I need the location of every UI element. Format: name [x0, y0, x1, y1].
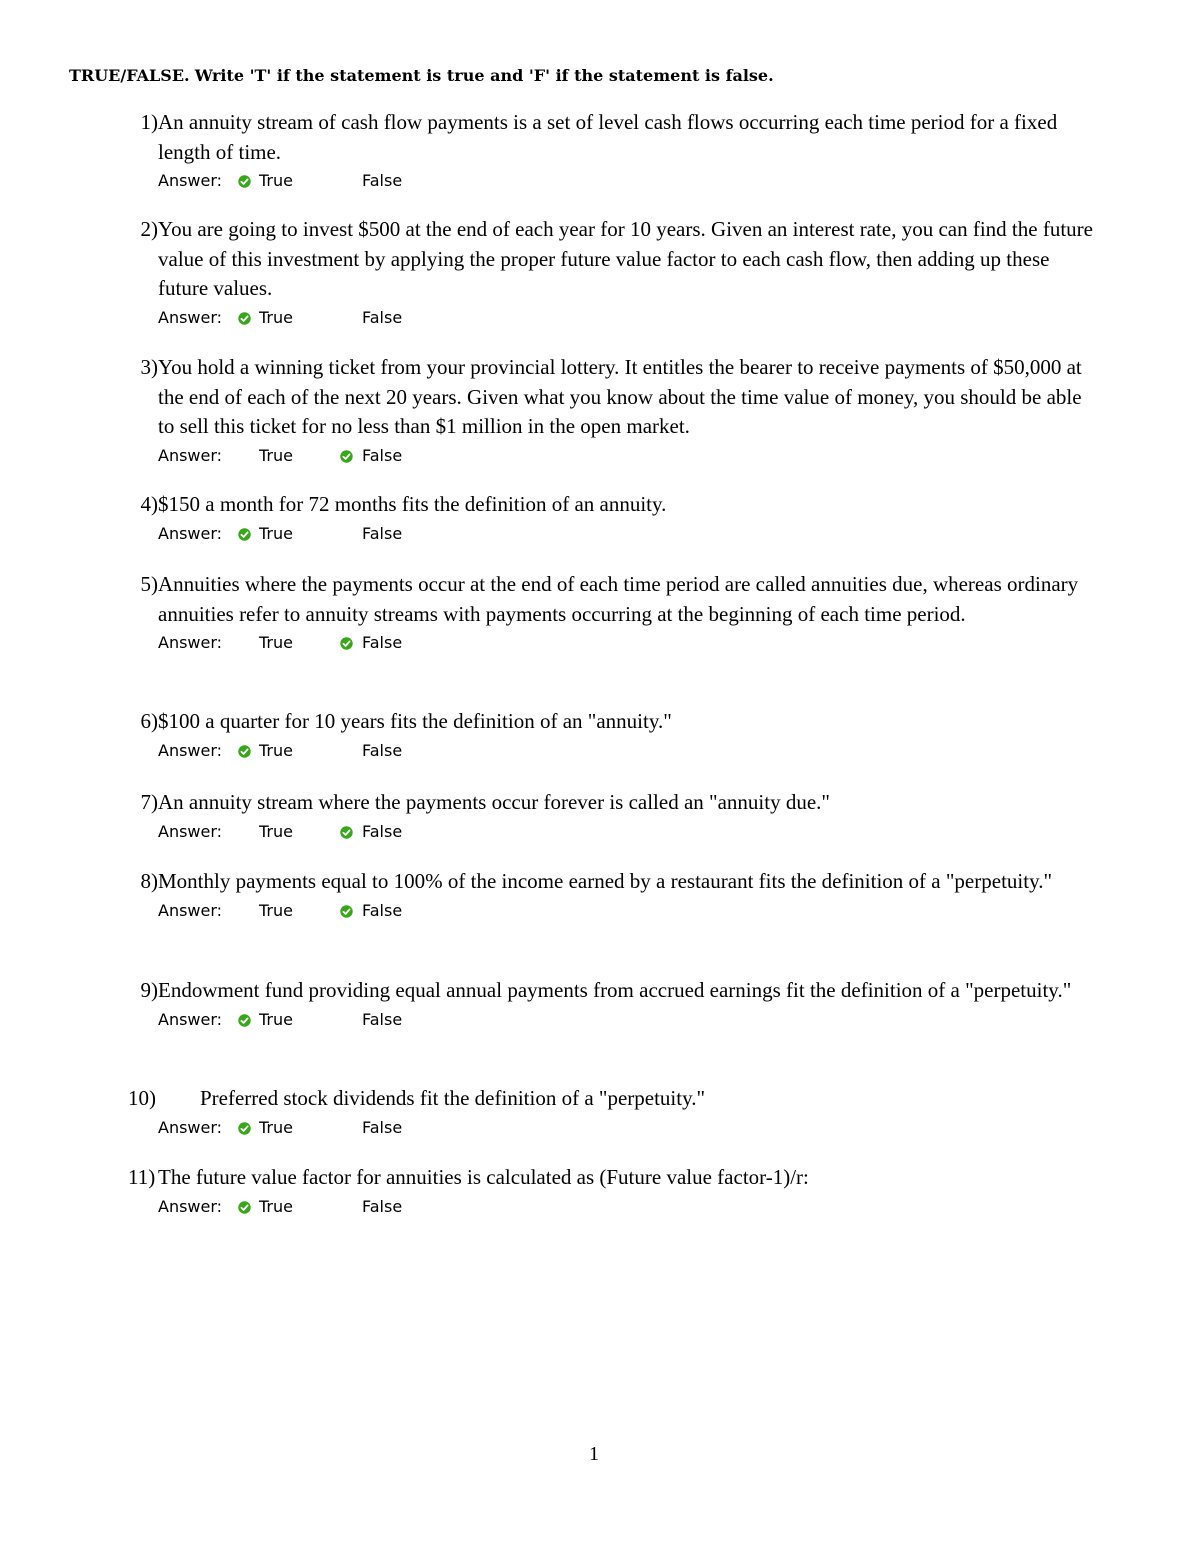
question-row — [0, 707, 1200, 737]
option-false[interactable]: False — [362, 900, 403, 920]
option-true[interactable]: True — [259, 171, 293, 190]
option-true[interactable]: True — [259, 1117, 293, 1137]
option-true[interactable]: True — [259, 821, 293, 841]
correct-answer-check-icon — [340, 637, 353, 650]
answer-label: Answer: — [158, 445, 223, 465]
answer-row — [0, 1010, 1200, 1034]
correct-answer-check-icon — [238, 528, 251, 541]
question-text: $100 a quarter for 10 years fits the definition of an "annuity." — [158, 709, 672, 733]
question-text: Monthly payments equal to 100% of the income earned by a restaurant fits the definition of a "perpetuity." — [158, 869, 1053, 893]
correct-answer-check-icon — [238, 1014, 251, 1027]
option-true[interactable]: True — [259, 900, 293, 920]
option-false[interactable]: False — [362, 1196, 403, 1216]
option-true[interactable]: True — [259, 1009, 293, 1029]
question-text: Endowment fund providing equal annual payments from accrued earnings fit the definition of a "perpetuity." — [158, 978, 1072, 1002]
answer-row — [0, 446, 1200, 470]
question-number: 8) — [140, 869, 158, 893]
correct-answer-check-icon — [238, 312, 251, 325]
question-row — [0, 570, 1200, 629]
question-number: 9) — [140, 978, 158, 1002]
answer-label: Answer: — [158, 1196, 223, 1216]
question-text: Preferred stock dividends fit the definition of a "perpetuity." — [200, 1086, 706, 1110]
answer-row — [0, 822, 1200, 846]
answer-row — [0, 524, 1200, 548]
question-number: 6) — [140, 709, 158, 733]
answer-row — [0, 1118, 1200, 1142]
answer-label: Answer: — [158, 740, 223, 760]
option-true[interactable]: True — [259, 307, 293, 327]
correct-answer-check-icon — [238, 745, 251, 758]
question-number: 1) — [140, 110, 158, 134]
question-text: You hold a winning ticket from your provincial lottery. It entitles the bearer to receive payments of $50,000 at the end of each of the next 20 years. Given what you know about the time value of money, you should be able to sell this ticket for no less than $1 million in the open market. — [158, 355, 1082, 438]
option-false[interactable]: False — [362, 1117, 403, 1137]
answer-row — [0, 171, 1200, 195]
option-true[interactable]: True — [259, 1196, 293, 1216]
question-number: 10) — [128, 1086, 156, 1110]
question-number: 3) — [140, 355, 158, 379]
option-false[interactable]: False — [362, 1009, 403, 1029]
question-row — [0, 1084, 1200, 1114]
question-row — [0, 353, 1200, 442]
question-number: 7) — [140, 790, 158, 814]
option-false[interactable]: False — [362, 821, 403, 841]
question-text: The future value factor for annuities is calculated as (Future value factor-1)/r: — [158, 1165, 809, 1189]
answer-row — [0, 901, 1200, 925]
option-true[interactable]: True — [259, 633, 293, 652]
question-item — [0, 1163, 1200, 1221]
question-number: 2) — [140, 217, 158, 241]
answer-label: Answer: — [158, 1117, 223, 1137]
question-item — [0, 976, 1200, 1034]
option-false[interactable]: False — [362, 740, 403, 760]
answer-label: Answer: — [158, 523, 223, 543]
question-item — [0, 490, 1200, 548]
option-true[interactable]: True — [259, 523, 293, 543]
correct-answer-check-icon — [340, 905, 353, 918]
option-false[interactable]: False — [362, 171, 403, 190]
answer-row — [0, 741, 1200, 765]
question-item — [0, 867, 1200, 925]
option-false[interactable]: False — [362, 307, 403, 327]
option-false[interactable]: False — [362, 523, 403, 543]
question-row — [0, 976, 1200, 1006]
answer-label: Answer: — [158, 900, 223, 920]
answer-label: Answer: — [158, 633, 223, 652]
question-row — [0, 788, 1200, 818]
page-number: 1 — [589, 1443, 599, 1465]
question-item — [0, 353, 1200, 470]
question-item — [0, 215, 1200, 332]
question-row — [0, 1163, 1200, 1193]
correct-answer-check-icon — [238, 1122, 251, 1135]
answer-row — [0, 633, 1200, 657]
question-row — [0, 867, 1200, 897]
question-row — [0, 108, 1200, 167]
answer-label: Answer: — [158, 1009, 223, 1029]
question-text: An annuity stream where the payments occur forever is called an "annuity due." — [158, 790, 830, 814]
question-number: 5) — [140, 572, 158, 596]
question-number: 11) — [128, 1165, 156, 1189]
question-item — [0, 1084, 1200, 1142]
section-instructions: Write 'T' if the statement is true and 'F' if the statement is false. — [194, 66, 774, 85]
question-item — [0, 570, 1200, 657]
answer-row — [0, 1197, 1200, 1221]
correct-answer-check-icon — [238, 175, 251, 188]
correct-answer-check-icon — [238, 1201, 251, 1214]
question-text: Annuities where the payments occur at the end of each time period are called annuities due, whereas ordinary annuities refer to annuity streams with payments occurring at the beginning of each time period. — [158, 572, 1079, 626]
answer-row — [0, 308, 1200, 332]
question-row — [0, 215, 1200, 304]
option-true[interactable]: True — [259, 445, 293, 465]
question-text: You are going to invest $500 at the end of each year for 10 years. Given an interest rate, you can find the future value of this investment by applying the proper future value factor to each cash flow, then adding up these future values. — [158, 217, 1093, 300]
question-number: 4) — [140, 492, 158, 516]
answer-label: Answer: — [158, 171, 223, 190]
section-header — [69, 66, 774, 85]
option-false[interactable]: False — [362, 633, 403, 652]
question-text: $150 a month for 72 months fits the definition of an annuity. — [158, 492, 667, 516]
correct-answer-check-icon — [340, 450, 353, 463]
question-item — [0, 707, 1200, 765]
question-item — [0, 788, 1200, 846]
answer-label: Answer: — [158, 307, 223, 327]
question-row — [0, 490, 1200, 520]
question-text: An annuity stream of cash flow payments is a set of level cash flows occurring each time period for a fixed length of time. — [158, 110, 1058, 164]
correct-answer-check-icon — [340, 826, 353, 839]
question-item — [0, 108, 1200, 195]
section-title: TRUE/FALSE. — [69, 66, 190, 85]
option-true[interactable]: True — [259, 740, 293, 760]
answer-label: Answer: — [158, 821, 223, 841]
option-false[interactable]: False — [362, 445, 403, 465]
